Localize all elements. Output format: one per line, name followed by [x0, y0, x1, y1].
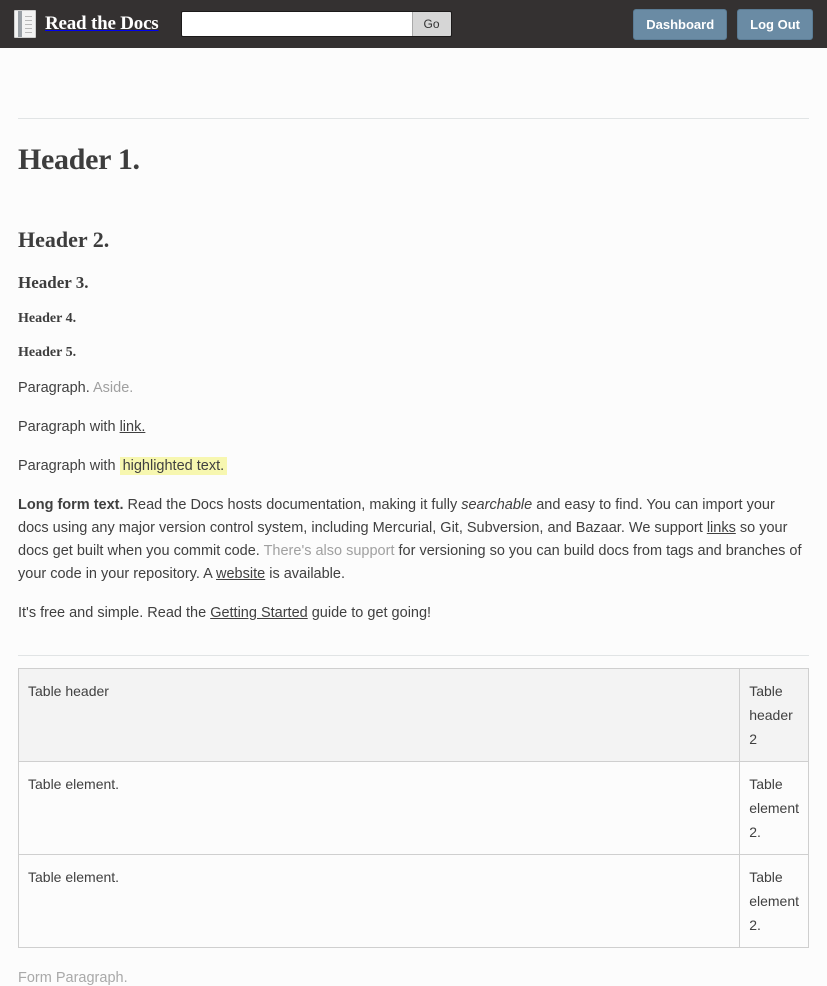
table-head	[19, 669, 809, 762]
free-suffix: guide to get going!	[307, 605, 432, 621]
top-bar-actions	[633, 9, 813, 40]
table-cell: Table element.	[19, 762, 740, 855]
long-form-part3: so your docs get built when you commit code.	[18, 520, 788, 559]
header-2: Header 2.	[18, 227, 110, 252]
table-cell: Table element 2.	[740, 855, 809, 948]
long-form-emphasis: searchable	[461, 497, 533, 513]
top-navigation-bar	[0, 0, 827, 48]
top-divider	[18, 118, 809, 119]
long-form-part2: and easy to find. You can import your docs using any major version control system, including Mercurial, Git, Subversion, and Bazaar. We support	[18, 497, 775, 536]
brand-home-link[interactable]	[14, 10, 159, 38]
logout-button[interactable]: Log Out	[737, 9, 813, 40]
aside-text: Aside.	[92, 380, 134, 396]
paragraph-with-link	[18, 416, 809, 439]
long-form-paragraph	[18, 494, 809, 586]
header-4: Header 4.	[18, 311, 77, 326]
long-form-lead: Long form text.	[18, 497, 124, 513]
paragraph-link-prefix: Paragraph with	[18, 419, 120, 435]
paragraph-text: Paragraph.	[18, 380, 90, 396]
table-header-cell-1: Table header	[19, 669, 740, 762]
table-header-cell-2: Table header 2	[740, 669, 809, 762]
dashboard-button[interactable]: Dashboard	[633, 9, 727, 40]
page-title: Header 1.	[18, 143, 140, 176]
long-form-part5: is available.	[265, 566, 345, 582]
search-go-button[interactable]: Go	[412, 12, 451, 36]
paragraph-with-highlight	[18, 455, 809, 478]
highlighted-text: highlighted text.	[120, 457, 228, 475]
getting-started-link[interactable]: Getting Started	[210, 605, 308, 621]
table-cell: Table element.	[19, 855, 740, 948]
paragraph-highlight-prefix: Paragraph with	[18, 458, 120, 474]
main-content	[0, 48, 827, 986]
book-icon	[14, 10, 36, 38]
long-form-link-website[interactable]: website	[216, 566, 266, 582]
content-top-spacer	[18, 48, 809, 118]
table-cell: Table element 2.	[740, 762, 809, 855]
table-body	[19, 762, 809, 948]
header-5: Header 5.	[18, 345, 77, 360]
getting-started-paragraph	[18, 602, 809, 625]
inline-link[interactable]: link.	[119, 419, 146, 435]
table-row	[19, 762, 809, 855]
search-input[interactable]	[182, 12, 412, 36]
form-paragraph: Form Paragraph.	[18, 970, 128, 986]
section-divider	[18, 655, 809, 656]
search-form	[181, 11, 452, 37]
paragraph-with-aside	[18, 377, 809, 400]
brand-name: Read the Docs	[45, 13, 159, 34]
table-row	[19, 855, 809, 948]
long-form-part4: for versioning so you can build docs from tags and branches of your code in your repository. A	[18, 543, 802, 582]
table-header-row	[19, 669, 809, 762]
header-3: Header 3.	[18, 273, 89, 292]
free-prefix: It's free and simple. Read the	[18, 605, 211, 621]
sample-table	[18, 668, 809, 948]
long-form-link-links[interactable]: links	[706, 520, 736, 536]
long-form-part1: Read the Docs hosts documentation, making it fully	[123, 497, 462, 513]
long-form-muted-link[interactable]: There's also support	[263, 543, 395, 559]
